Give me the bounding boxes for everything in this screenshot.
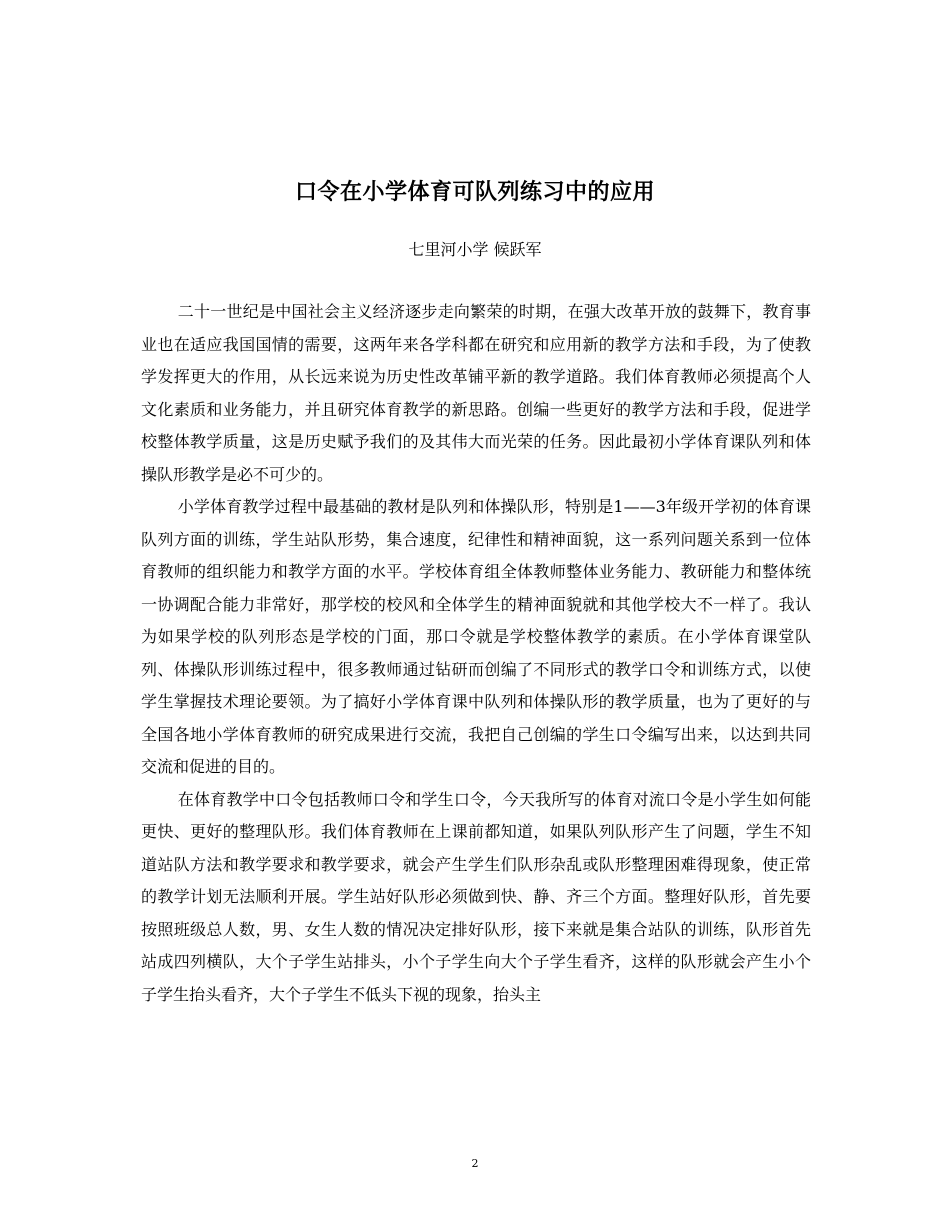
page-number: 2 [471, 1157, 479, 1170]
paragraph-2: 小学体育教学过程中最基础的教材是队列和体操队形，特别是1——3年级开学初的体育课队列方面的训练，学生站队形势，集合速度，纪律性和精神面貌，这一系列问题关系到一位体育教师的组织能力和教学方面的水平。学校体育组全体教师整体业务能力、教研能力和整体统一协调配合能力非常好，那学校的校风和全体学生的精神面貌就和其他学校大不一样了。我认为如果学校的队列形态是学校的门面，那口令就是学校整体教学的素质。在小学体育课堂队列、体操队形训练过程中，很多教师通过钻研而创编了不同形式的教学口令和训练方式，以使学生掌握技术理论要领。为了搞好小学体育课中队列和体操队形的教学质量，也为了更好的与全国各地小学体育教师的研究成果进行交流，我把自己创编的学生口令编写出来，以达到共同交流和促进的目的。 [141, 497, 811, 776]
paragraph-1: 二十一世纪是中国社会主义经济逐步走向繁荣的时期，在强大改革开放的鼓舞下，教育事业也在适应我国国情的需要，这两年来各学科都在研究和应用新的教学方法和手段，为了使教学发挥更大的作用，从长远来说为历史性改革铺平新的教学道路。我们体育教师必须提高个人文化素质和业务能力，并且研究体育教学的新思路。创编一些更好的教学方法和手段，促进学校整体教学质量，这是历史赋予我们的及其伟大而光荣的任务。因此最初小学体育课队列和体操队形教学是必不可少的。 [141, 302, 811, 484]
document-title: 口令在小学体育可队列练习中的应用 [294, 180, 655, 205]
document-author: 七里河小学 候跃军 [408, 240, 542, 259]
paragraph-3: 在体育教学中口令包括教师口令和学生口令，今天我所写的体育对流口令是小学生如何能更快、更好的整理队形。我们体育教师在上课前都知道，如果队列队形产生了问题，学生不知道站队方法和教学要求和教学要求，就会产生学生们队形杂乱或队形整理困难得现象，使正常的教学计划无法顺利开展。学生站好队形必须做到快、静、齐三个方面。整理好队形，首先要按照班级总人数，男、女生人数的情况决定排好队形，接下来就是集合站队的训练，队形首先站成四列横队，大个子学生站排头，小个子学生向大个子学生看齐，这样的队形就会产生小个子学生抬头看齐，大个子学生不低头下视的现象，抬头主 [141, 789, 811, 1004]
document-body [141, 296, 811, 1011]
